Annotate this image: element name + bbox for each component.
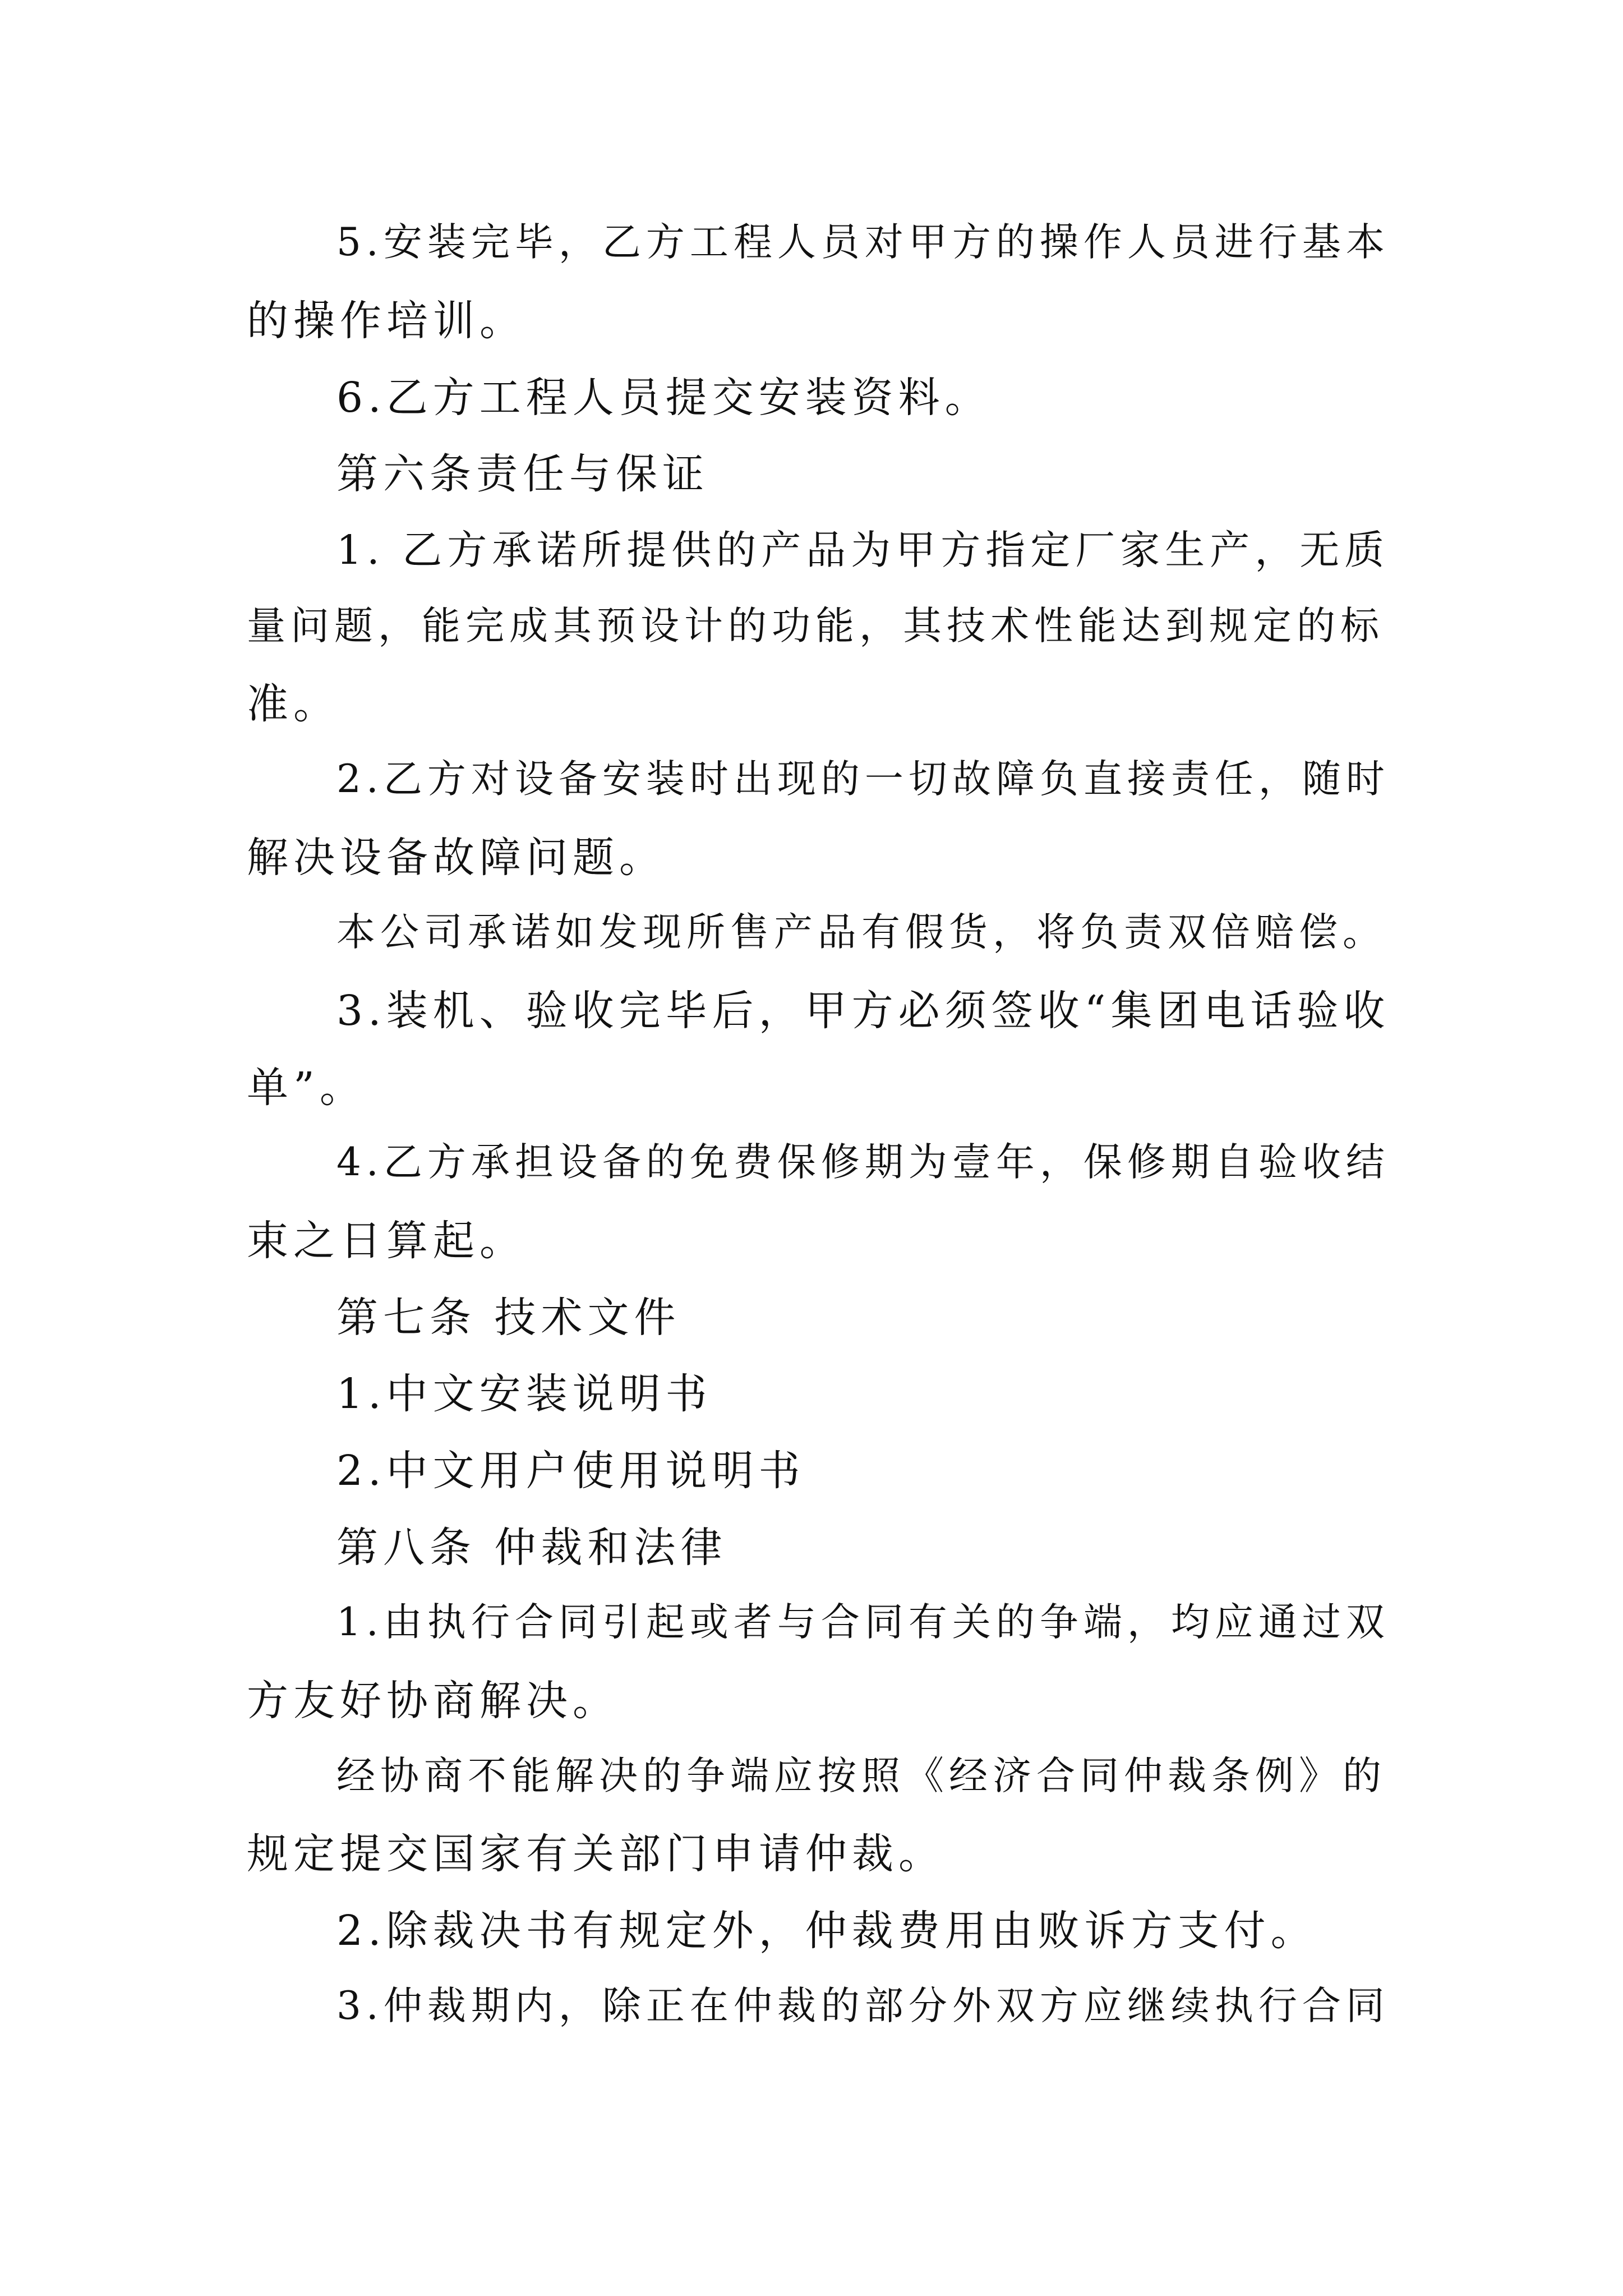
text-line: 经协商不能解决的争端应按照《经济合同仲裁条例》的 [336, 1754, 1386, 1798]
section-heading: 第七条 技术文件 [336, 1294, 681, 1342]
text-line: 量问题，能完成其预设计的功能，其技术性能达到规定的标 [247, 604, 1384, 648]
text-line: 方友好协商解决。 [247, 1677, 619, 1725]
text-line: 解决设备故障问题。 [247, 834, 666, 882]
section-heading: 第八条 仲裁和法律 [336, 1524, 727, 1572]
text-line: 束之日算起。 [247, 1217, 526, 1265]
text-line: 1.由执行合同引起或者与合同有关的争端，均应通过双 [336, 1600, 1390, 1645]
text-line: 本公司承诺如发现所售产品有假货，将负责双倍赔偿。 [336, 910, 1386, 955]
text-line: 单”。 [247, 1064, 366, 1112]
section-heading: 第六条责任与保证 [336, 450, 709, 498]
text-line: 1.中文安装说明书 [336, 1370, 712, 1418]
text-line: 准。 [247, 680, 340, 728]
text-line: 的操作培训。 [247, 297, 526, 345]
text-line: 6.乙方工程人员提交安装资料。 [336, 374, 992, 422]
text-line: 4.乙方承担设备的免费保修期为壹年，保修期自验收结 [336, 1140, 1390, 1185]
text-line: 规定提交国家有关部门申请仲裁。 [247, 1830, 945, 1878]
text-line: 3.仲裁期内，除正在仲裁的部分外双方应继续执行合同 [336, 1984, 1390, 2028]
text-line: 2.中文用户使用说明书 [336, 1447, 805, 1495]
text-line: 3.装机、验收完毕后，甲方必须签收“集团电话验收 [336, 987, 1390, 1035]
text-line: 2.乙方对设备安装时出现的一切故障负直接责任，随时 [336, 757, 1390, 802]
text-line: 2.除裁决书有规定外，仲裁费用由败诉方支付。 [336, 1907, 1317, 1955]
text-line: 1. 乙方承诺所提供的产品为甲方指定厂家生产，无质 [336, 527, 1390, 573]
text-line: 5.安装完毕，乙方工程人员对甲方的操作人员进行基本 [336, 220, 1390, 265]
